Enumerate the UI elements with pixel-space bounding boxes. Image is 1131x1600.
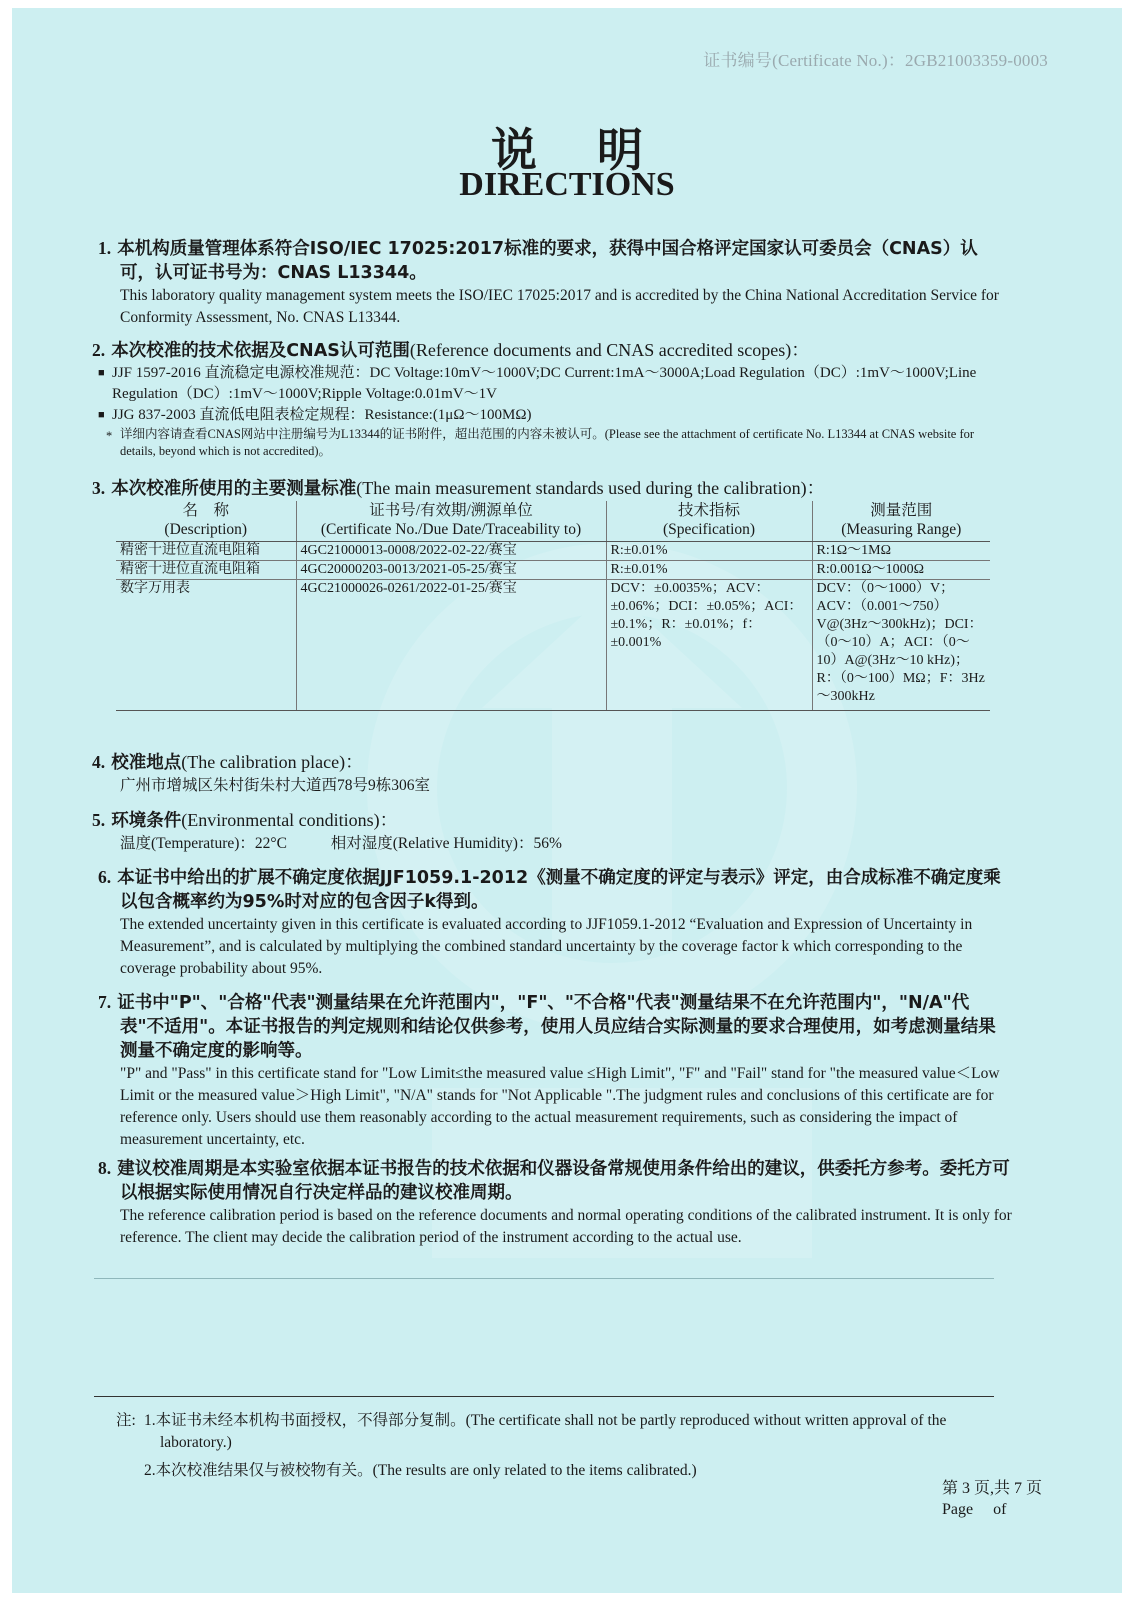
scope-bullet — [98, 363, 1012, 405]
cell-range: DCV：（0～1000）V；ACV：（0.001～750）V@(3Hz～300kHz)；DCI：（0～10）A；ACI：（0～10）A@(3Hz～10 kHz)；R：（0～100）MΩ；F：3Hz～300kHz — [812, 580, 990, 711]
section-number: 6. — [98, 867, 112, 887]
temperature-value: 温度(Temperature)：22°C — [120, 835, 287, 852]
standards-table — [116, 501, 990, 711]
section-5 — [92, 808, 1012, 855]
section-number: 7. — [98, 992, 112, 1012]
page-number — [942, 1478, 1042, 1520]
section-heading-cn: 环境条件 — [111, 811, 182, 831]
page-title-en: DIRECTIONS — [459, 166, 675, 203]
section-number: 3. — [92, 478, 106, 498]
cell-range: R:1Ω～1MΩ — [812, 542, 990, 561]
section-heading-cn: 本次校准的技术依据及CNAS认可范围 — [111, 341, 410, 361]
section-number: 1. — [98, 238, 112, 258]
column-header: 证书号/有效期/溯源单位 (Certificate No./Due Date/Traceability to) — [296, 501, 606, 542]
footer-divider — [94, 1396, 994, 1397]
section-heading-cn: 本证书中给出的扩展不确定度依据JJF1059.1-2012《测量不确定度的评定与表示》评定，由合成标准不确定度乘以包含概率约为95%时对应的包含因子k得到。 — [117, 868, 1001, 912]
bullet-icon: ■ — [98, 367, 105, 379]
cell-specification: R:±0.01% — [606, 542, 812, 561]
page-title-cn: 说明 — [491, 123, 703, 177]
table-header-row — [116, 501, 990, 542]
asterisk-icon: * — [106, 429, 113, 443]
section-3 — [92, 476, 1012, 711]
section-heading-en: (Reference documents and CNAS accredited scopes)： — [409, 340, 810, 360]
section-heading-en: (Environmental conditions)： — [181, 810, 398, 830]
section-heading-cn: 本机构质量管理体系符合ISO/IEC 17025:2017标准的要求，获得中国合格评定国家认可委员会（CNAS）认可，认可证书号为：CNAS L13344。 — [117, 239, 978, 283]
bullet-icon: ■ — [98, 409, 105, 421]
divider — [94, 1278, 994, 1279]
section-number: 2. — [92, 340, 106, 360]
scope-note — [92, 426, 1012, 460]
section-6 — [92, 865, 1012, 980]
table-row — [116, 561, 990, 580]
section-heading-cn: 证书中"P"、"合格"代表"测量结果在允许范围内"，"F"、"不合格"代表"测量结果不在允许范围内"，"N/A"代表"不适用"。本证书报告的判定规则和结论仅供参考，使用人员应结合实际测量的要求合理使用，如考虑测量结果测量不确定度的影响等。 — [117, 993, 996, 1061]
cell-specification: R:±0.01% — [606, 561, 812, 580]
column-header: 名 称 (Description) — [116, 501, 296, 542]
calibration-place: 广州市增城区朱村街朱村大道西78号9栋306室 — [120, 777, 431, 794]
cell-description: 数字万用表 — [116, 580, 296, 711]
scope-bullet — [98, 405, 1012, 426]
page-number-cn: 第 3 页,共 7 页 — [941, 1480, 1042, 1497]
section-body-en: The reference calibration period is based on the reference documents and normal operating conditions of the calibrated instrument. It is only for reference. The client may decide the calibration period of the instrument according to the actual use. — [120, 1207, 1012, 1246]
cell-description: 精密十进位直流电阻箱 — [116, 561, 296, 580]
certificate-page — [12, 8, 1122, 1593]
section-heading-en: (The main measurement standards used during the calibration)： — [356, 478, 825, 498]
footer-notes — [116, 1410, 996, 1482]
section-heading-en: (The calibration place)： — [181, 752, 364, 772]
section-number: 5. — [92, 810, 106, 830]
column-header: 测量范围 (Measuring Range) — [812, 501, 990, 542]
section-body-en: This laboratory quality management system meets the ISO/IEC 17025:2017 and is accredited by the China National Accreditation Service for Conformity Assessment, No. CNAS L13344. — [120, 287, 999, 326]
cell-certificate: 4GC21000013-0008/2022-02-22/赛宝 — [296, 542, 606, 561]
cell-certificate: 4GC21000026-0261/2022-01-25/赛宝 — [296, 580, 606, 711]
cell-certificate: 4GC20000203-0013/2021-05-25/赛宝 — [296, 561, 606, 580]
section-body-en: "P" and "Pass" in this certificate stand for "Low Limit≤the measured value ≤High Limit", "F" and "Fail" stand for "the measured value＜Low Limit or the measured value＞High Limit", "N/A" stands for "Not Applicable ".The judgment rules and conclusions of this certificate are for reference only. Users should use them reasonably according to the actual measurement requirements, such as considering the impact of measurement uncertainty, etc. — [120, 1065, 1000, 1148]
footer-note-2: 2.本次校准结果仅与被校物有关。(The results are only related to the items calibrated.) — [144, 1462, 697, 1479]
section-4 — [92, 750, 1012, 797]
section-number: 8. — [98, 1158, 112, 1178]
column-header: 技术指标 (Specification) — [606, 501, 812, 542]
section-heading-cn: 校准地点 — [111, 753, 182, 773]
cell-description: 精密十进位直流电阻箱 — [116, 542, 296, 561]
scope-text: JJF 1597-2016 直流稳定电源校准规范：DC Voltage:10mV～1000V;DC Current:1mA～3000A;Load Regulation（DC）:1mV～1000V;Line Regulation（DC）:1mV～1000V;Ripple Voltage:0.01mV～1V — [112, 365, 977, 402]
section-8 — [92, 1156, 1012, 1249]
section-1 — [92, 236, 1012, 329]
section-2 — [92, 338, 1012, 460]
footer-note-1: 1.本证书未经本机构书面授权，不得部分复制。(The certificate shall not be partly reproduced without written approval of the laboratory.) — [144, 1412, 947, 1451]
section-number: 4. — [92, 752, 106, 772]
humidity-value: 相对湿度(Relative Humidity)：56% — [330, 835, 562, 852]
section-heading-cn: 建议校准周期是本实验室依据本证书报告的技术依据和仪器设备常规使用条件给出的建议，供委托方参考。委托方可以根据实际使用情况自行决定样品的建议校准周期。 — [117, 1159, 1010, 1203]
section-body-en: The extended uncertainty given in this certificate is evaluated according to JJF1059.1-2012 “Evaluation and Expression of Uncertainty in Measurement”, and is calculated by multiplying the combined standard uncertainty by the coverage factor k which corresponding to the coverage probability about 95%. — [120, 916, 973, 977]
page-number-en: Page of — [941, 1501, 1007, 1518]
scope-text: JJG 837-2003 直流低电阻表检定规程：Resistance:(1μΩ～100MΩ) — [112, 407, 532, 423]
table-row — [116, 542, 990, 561]
section-7 — [92, 990, 1012, 1151]
cell-range: R:0.001Ω～1000Ω — [812, 561, 990, 580]
cell-specification: DCV：±0.0035%；ACV：±0.06%；DCI：±0.05%；ACI：±0.1%；R：±0.01%；f：±0.001% — [606, 580, 812, 711]
note-label: 注: — [116, 1412, 136, 1429]
certificate-number: 证书编号(Certificate No.)：2GB21003359-0003 — [703, 51, 1048, 70]
scope-note-text: 详细内容请查看CNAS网站中注册编号为L13344的证书附件，超出范围的内容未被认可。(Please see the attachment of certificate No. L13344 at CNAS website for details, beyond which is not accredited)。 — [120, 427, 975, 458]
table-row — [116, 580, 990, 711]
section-heading-cn: 本次校准所使用的主要测量标准 — [111, 479, 357, 499]
